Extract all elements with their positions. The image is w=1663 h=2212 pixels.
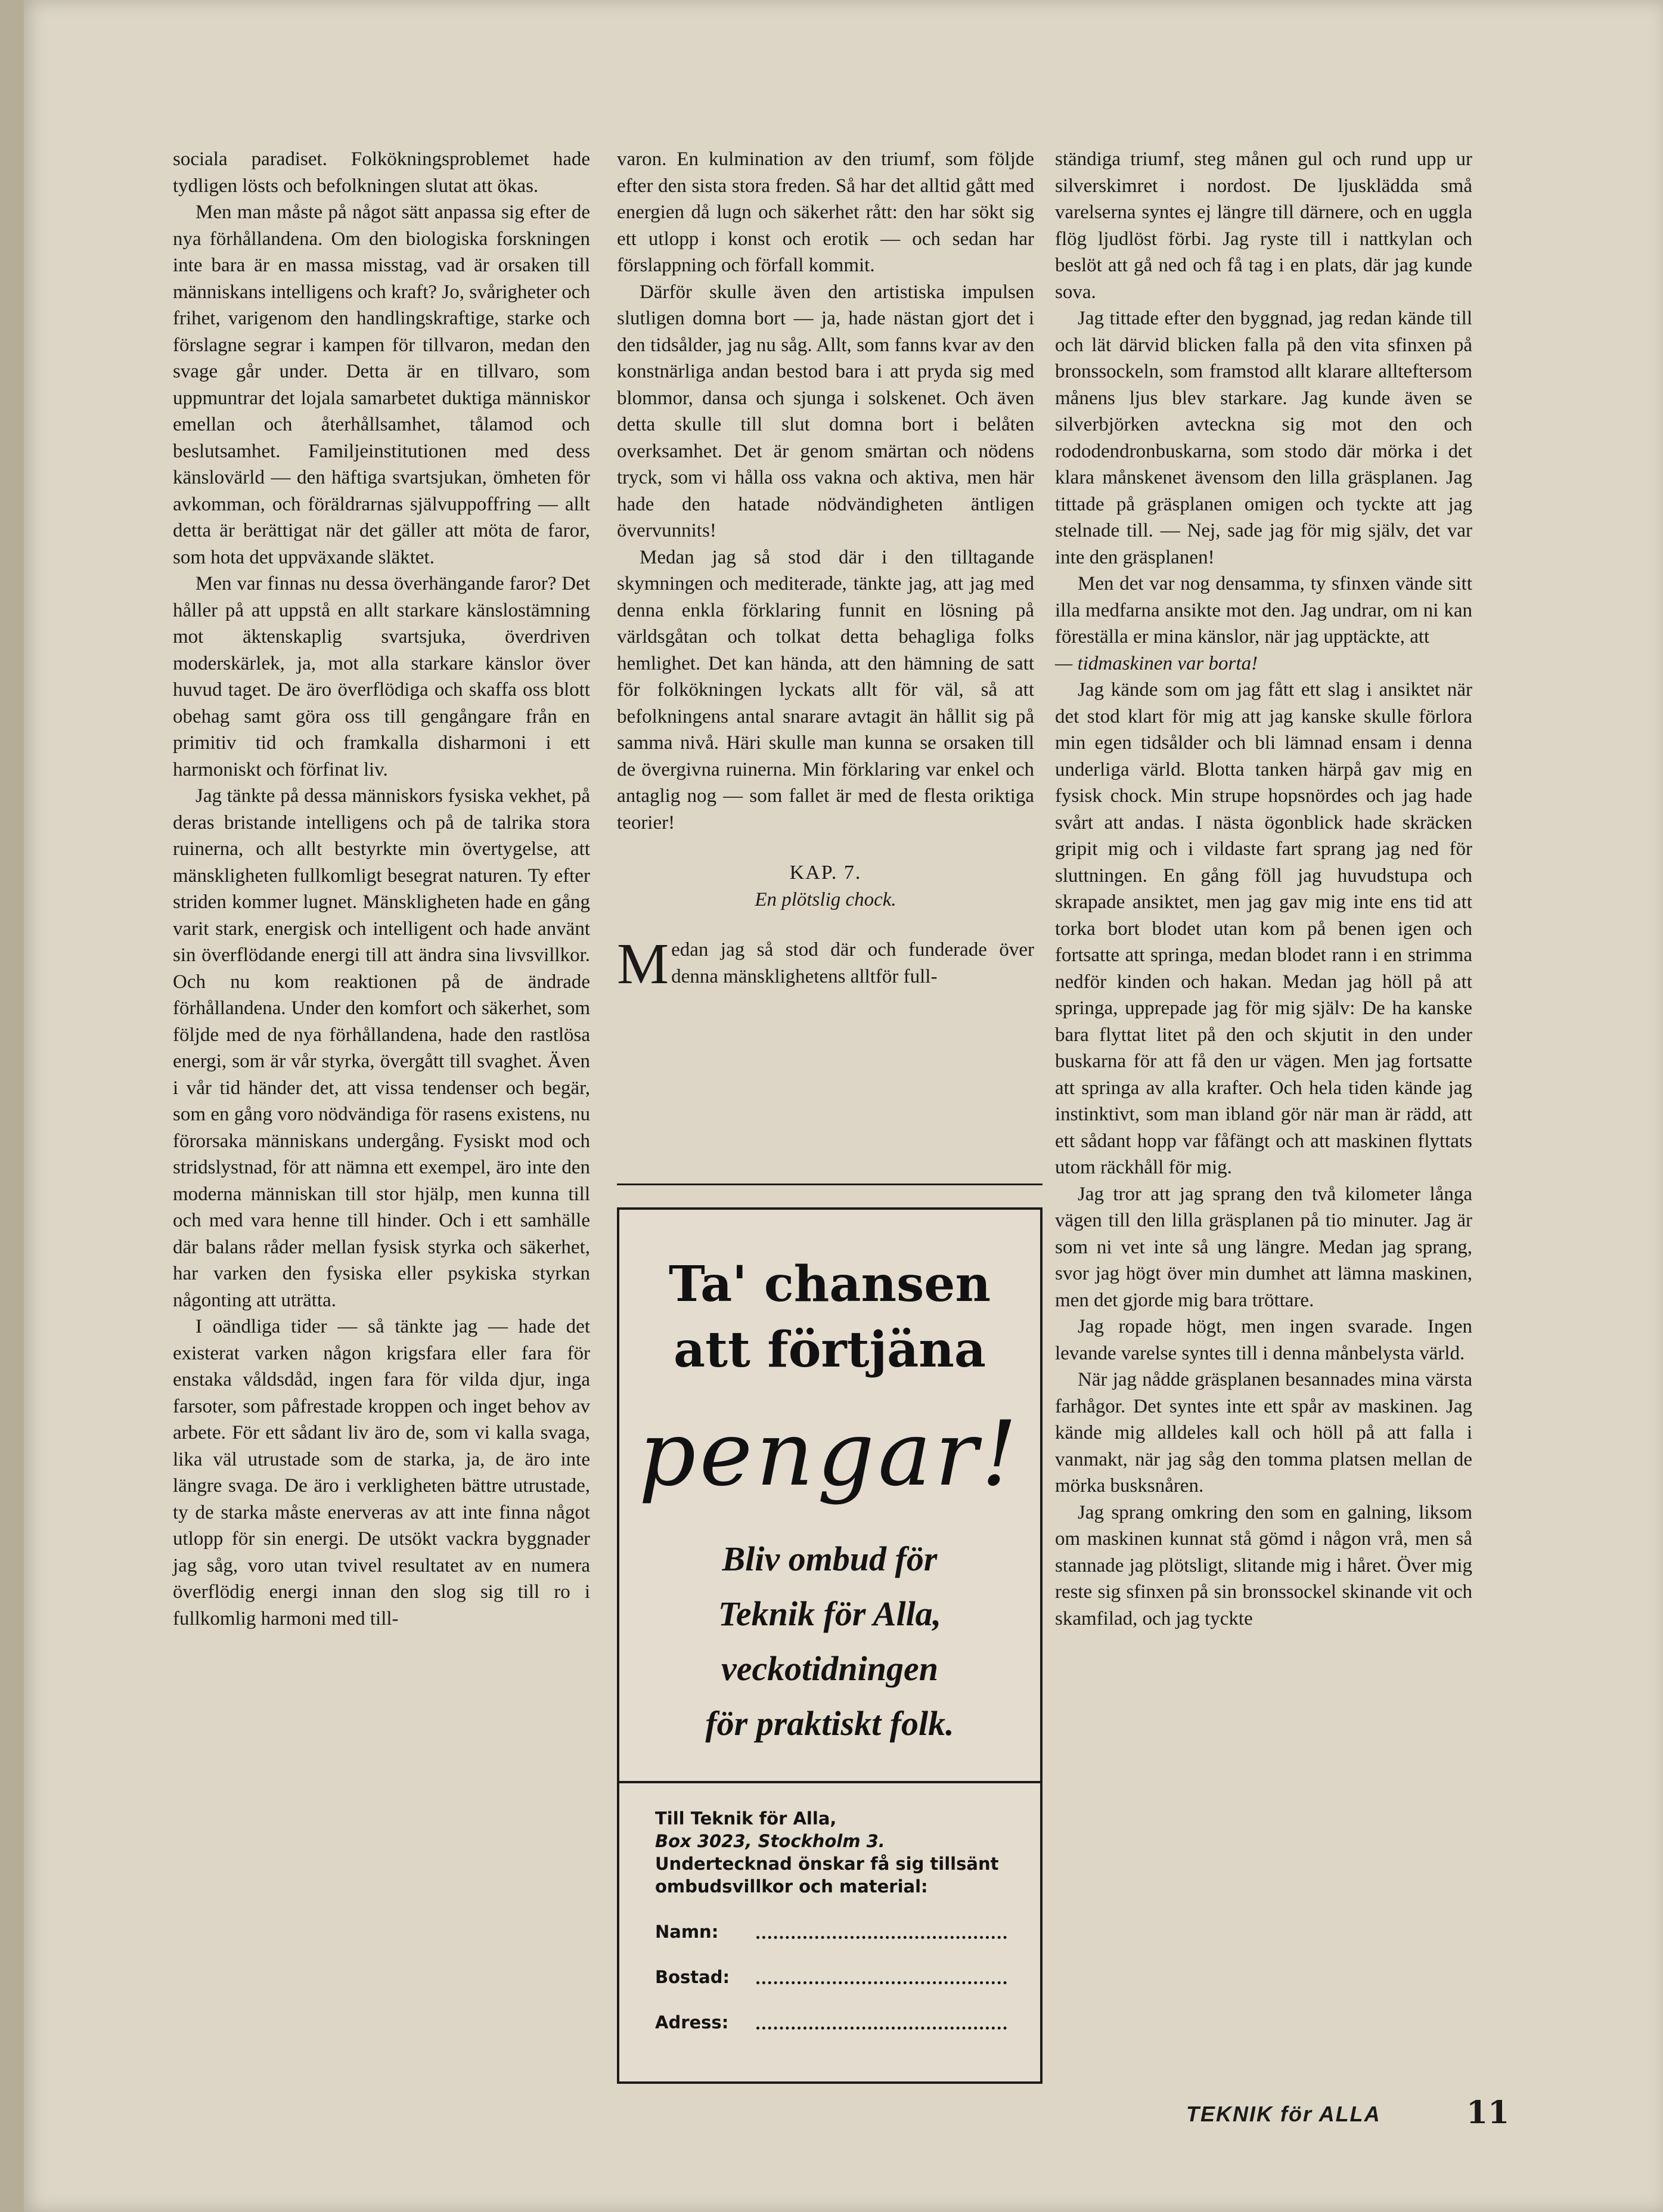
page-number: 11 <box>1466 2095 1510 2131</box>
ad-script-word: pengar! <box>638 1402 1021 1506</box>
coupon-request: Undertecknad önskar få sig tillsänt ombudsvillkor och material: <box>655 1854 999 1897</box>
residence-blank[interactable] <box>756 1966 1007 1984</box>
coupon-address: Till Teknik för Alla, <box>655 1808 837 1829</box>
ad-pitch-line: Teknik för Alla, <box>718 1594 942 1633</box>
paragraph: Därför skulle även den artistiska impulsen slutligen domna bort — ja, hade nästan gjort det i den tidsålder, jag nu såg. Allt, som fanns kvar av den konstnärliga andan bestod bara i att pryda sig med blommor, dansa och sjunga i solskenet. Och även detta skulle till slut domna bort i belåten overksamhet. Det är genom smärtan och nödens tryck, som vi hålla oss vakna och aktiva, men här hade den hatade nödvändigheten äntligen övervunnits! <box>617 281 1034 541</box>
ad-headline <box>619 1251 1040 1383</box>
ad-pitch-line: veckotidningen <box>721 1649 939 1688</box>
field-label: Bostad: <box>655 1967 730 1987</box>
paragraph: Jag kände som om jag fått ett slag i ansiktet när det stod klart för mig att jag kanske skulle förlora min egen tidsålder och bli lämnad ensam i denna underliga värld. Blotta tanken härpå gav mig en fysisk chock. Min strupe hopsnördes och jag hade svårt att andas. I nästa ögonblick hade skräcken gripit mig och i vildaste fart sprang jag ned för sluttningen. En gång föll jag huvudstupa och skrapade ansiktet, men jag gav mig inte ens tid att torka bort blodet utan kom på benen igen och fortsatte att springa, medan blodet rann i en strimma nedför kinden och hakan. Medan jag höll på att springa, upprepade jag för mig själv: De ha kanske bara flyttat litet på den och skjutit in den under buskarna för att få den ur vägen. Men jag fortsatte att springa av alla krafter. Och hela tiden kände jag instinktivt, som man ibland gör när man är rädd, att ett sådant hopp var fåfängt och att maskinen flyttats utom räckhåll för mig. <box>1055 679 1472 1178</box>
chapter-opening <box>617 932 1034 996</box>
running-footer: TEKNIK för ALLA <box>1186 2102 1381 2126</box>
ad-pitch-line: för praktiskt folk. <box>705 1704 954 1743</box>
paragraph: sociala paradiset. Folkökningsproblemet hade tydligen lösts och befolkningen slutat att ökas. <box>173 148 590 197</box>
address-blank[interactable] <box>756 2011 1007 2030</box>
ad-pitch <box>619 1532 1040 1751</box>
paragraph: Men man måste på något sätt anpassa sig efter de nya förhållandena. Om den biologiska forskningen inte bara är en massa misstag, vad är orsaken till människans intelligens och kraft? Jo, svårigheter och frihet, varigenom den handlingskraftige, starke och förslagne segrar i kampen för tillvaron, medan den svage går under. Detta är en tillvaro, som uppmuntrar det lojala samarbetet duktiga människor emellan och återhållsamhet, tålamod och beslutsamhet. Familjeinstitutionen med dess känslovärld — den häftiga svartsjukan, ömheten för avkomman, och föräldrarnas självuppoffring — allt detta är berättigat när det gäller att möta de faror, som hota det uppväxande släktet. <box>173 202 590 568</box>
ad-top-rule <box>617 1184 1043 1185</box>
address-field[interactable] <box>655 2011 1040 2034</box>
paragraph: I oändliga tider — så tänkte jag — hade det existerat varken någon krigsfara eller fara för enstaka våldsdåd, ingen fara för vilda djur, inga farsoter, som påfrestade kroppen och inget behov av arbete. För ett sådant liv äro de, som vi kalla svaga, lika väl utrustade som de starka, ja, de äro inte längre svaga. De äro i verkligheten bättre utrustade, ty de starka måste enerveras av att inte finna något utlopp för sin energi. De utsökt vackra byggnader jag såg, voro utan tvivel resultatet av en numera överflödig energi innan den slog sig till ro i fullkomlig harmoni med till- <box>173 1316 590 1629</box>
article-column-2 <box>617 146 1034 996</box>
paragraph: När jag nådde gräsplanen besannades mina värsta farhågor. Det syntes inte ett spår av maskinen. Jag kände mig alldeles kall och höll på att falla i vanmakt, när jag såg den tomma platsen mellan de mörka busksnåren. <box>1055 1369 1472 1497</box>
ad-headline-line-2: att förtjäna <box>673 1321 986 1378</box>
paragraph: Jag tror att jag sprang den två kilometer långa vägen till den lilla gräsplanen på tio minuter. Jag är som ni vet inte så ung längre. Medan jag sprang, svor jag högt över min dumhet att lämna maskinen, men det gjorde mig bara tröttare. <box>1055 1183 1472 1311</box>
coupon-address: Box 3023, Stockholm 3. <box>655 1831 885 1851</box>
coupon-form <box>619 1783 1040 2034</box>
ad-pitch-line: Bliv ombud för <box>722 1539 938 1578</box>
name-field[interactable] <box>655 1920 1040 1943</box>
paragraph: Medan jag så stod där i den tilltagande skymningen och mediterade, tänkte jag, att jag med denna enkla förklaring funnit en lösning på världsgåtan och tolkat detta behagliga folks hemlighet. Det kan hända, att den hämning de satt för folkökningen lyckats allt för väl, så att befolkningens antal snarare avtagit än hållit sig på samma nivå. Häri skulle man kunna se orsaken till de övergivna ruinerna. Min förklaring var enkel och antaglig nog — som fallet är med de flesta oriktiga teorier! <box>617 546 1034 834</box>
article-column-1 <box>173 146 590 1632</box>
article-column-3 <box>1055 146 1472 1632</box>
paragraph: Jag sprang omkring den som en galning, liksom om maskinen kunnat stå gömd i någon vrå, men så stannade jag plötsligt, slitande mig i håret. Över mig reste sig sfinxen på sin bronssockel skinande vit och skamfilad, och jag tyckte <box>1055 1501 1472 1629</box>
paragraph: Men det var nog densamma, ty sfinxen vände sitt illa medfarna ansikte mot den. Jag undrar, om ni kan föreställa er mina känslor, när jag upptäckte, att <box>1055 573 1472 648</box>
paragraph: varon. En kulmination av den triumf, som följde efter den sista stora freden. Så har det alltid gått med energien då lugn och säkerhet rått: den har sökt sig ett utlopp i konst och erotik — och sedan har förslappning och förfall kommit. <box>617 148 1034 276</box>
paragraph: Men var finnas nu dessa överhängande faror? Det håller på att uppstå en allt starkare känslostämning mot äktenskaplig svartsjuka, överdriven moderskärlek, ja, mot alla starkare känslor över huvud taget. De äro överflödiga och skaffa oss blott obehag samt göra oss till gengångare från en primitiv tid och framkalla disharmoni i ett harmoniskt och förfinat liv. <box>173 573 590 780</box>
field-label: Namn: <box>655 1922 719 1942</box>
advertisement-box <box>617 1207 1043 2084</box>
residence-field[interactable] <box>655 1966 1040 1988</box>
chapter-title: En plötslig chock. <box>755 888 896 910</box>
paragraph: Jag tänkte på dessa människors fysiska vekhet, på deras bristande intelligens och på de talrika stora ruinerna, och allt bestyrkte min övertygelse, att mänskligheten fullkomligt besegrat naturen. Ty efter striden kommer lugnet. Mänskligheten hade en gång varit stark, energisk och intelligent och hade använt sin överflödande energi till att ändra sina livsvillkor. Och nu kom reaktionen på de ändrade förhållandena. Under den komfort och säkerhet, som följde med de nya förhållandena, hade den rastlösa energi, som är vår styrka, övergått till svaghet. Även i vår tid händer det, att vissa tendenser och begär, som en gång voro nödvändiga för rasens existens, nu förorsaka människans undergång. Fysiskt mod och stridslystnad, för att nämna ett exempel, äro inte den moderna människan till stor hjälp, men kunna till och med vara henne till hinder. Och i ett samhälle där balans råder mellan fysisk styrka och säkerhet, har varken den fysiska eller psykiska styrkan någonting att uträtta. <box>173 785 590 1311</box>
field-label: Adress: <box>655 2012 729 2033</box>
drop-cap: M <box>617 932 669 996</box>
paragraph: Jag ropade högt, men ingen svarade. Ingen levande varelse syntes till i denna månbelysta värld. <box>1055 1316 1472 1364</box>
paragraph: Jag tittade efter den byggnad, jag redan kände till och lät därvid blicken falla på den vita sfinxen på bronssockeln, som framstod allt klarare allteftersom månens ljus blev starkare. Jag kunde även se silverbjörken avteckna sig mot den och rododendronbuskarna, som stodo där mörka i det klara månskenet ävensom den lilla gräsplanen. Jag tittade på gräsplanen omigen och tyckte att jag stelnade till. — Nej, sade jag för mig själv, det var inte den gräsplanen! <box>1055 308 1472 568</box>
ad-headline-line-1: Ta' chansen <box>668 1256 991 1313</box>
paragraph: ständiga triumf, steg månen gul och rund upp ur silverskimret i nordost. De ljusklädda små varelserna syntes ej längre till därnere, och en uggla flög ljudlöst förbi. Jag ryste till i nattkylan och beslöt att gå ned och få tag i en plats, där jag kunde sova. <box>1055 148 1472 303</box>
emphasis-line: — tidmaskinen var borta! <box>1055 652 1258 674</box>
chapter-heading: KAP. 7. <box>789 862 862 884</box>
name-blank[interactable] <box>756 1920 1007 1939</box>
chapter-opening-text: edan jag så stod där och funderade över denna mänsklighetens alltför full- <box>671 939 1034 987</box>
